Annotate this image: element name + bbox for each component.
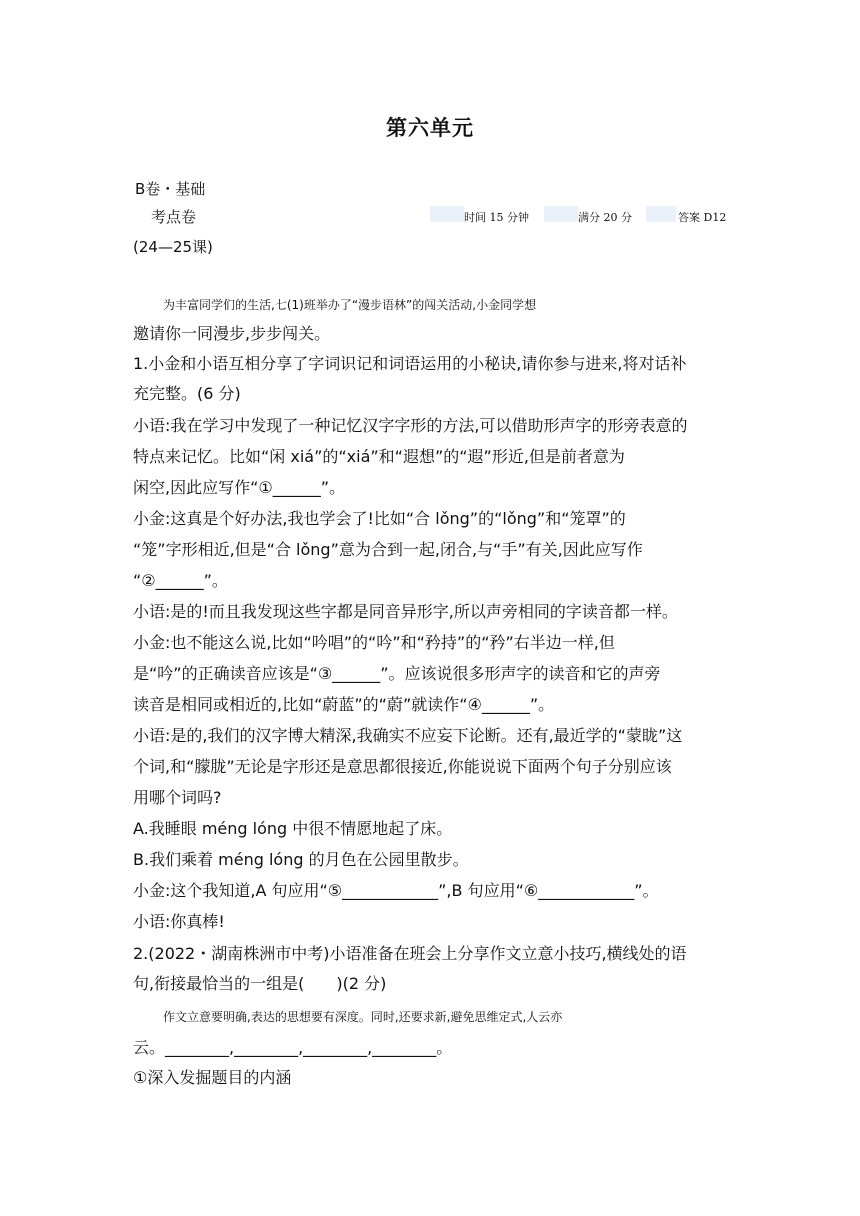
question-2-stem: 2.(2022・湖南株洲市中考)小语准备在班会上分享作文立意小技巧,横线处的语 xyxy=(133,944,687,963)
meta-highlight xyxy=(544,206,578,222)
dialogue-line: “笼”字形相近,但是“合 lǒng”意为合到一起,闭合,与“手”有关,因此应写作 xyxy=(133,540,643,559)
meta-highlight xyxy=(646,206,676,222)
page-title: 第六单元 xyxy=(386,116,474,140)
volume-label: B卷・基础 xyxy=(135,180,206,198)
question-1-stem: 充完整。(6 分) xyxy=(133,384,241,403)
dialogue-line: 用哪个词吗? xyxy=(133,788,222,807)
dialogue-line: 小金:也不能这么说,比如“吟唱”的“吟”和“矜持”的“矜”右半边一样,但 xyxy=(133,633,615,652)
question-2-stem: 句,衔接最恰当的一组是( )(2 分) xyxy=(133,974,387,993)
question-1-stem: 1.小金和小语互相分享了字词识记和词语运用的小秘诀,请你参与进来,将对话补 xyxy=(133,354,687,373)
dialogue-line: 是“吟”的正确读音应该是“③______”。应该说很多形声字的读音和它的声旁 xyxy=(133,664,661,683)
paper-label: 考点卷 xyxy=(151,208,197,226)
sentence-b: B.我们乘着 méng lóng 的月色在公园里散步。 xyxy=(133,850,469,869)
dialogue-line: 读音是相同或相近的,比如“蔚蓝”的“蔚”就读作“④______”。 xyxy=(133,695,555,714)
exam-meta xyxy=(430,206,730,224)
intro-line: 为丰富同学们的生活,七(1)班举办了“漫步语林”的闯关活动,小金同学想 xyxy=(163,298,537,312)
dialogue-line: 小语:你真棒! xyxy=(133,912,225,931)
option-1: ①深入发掘题目的内涵 xyxy=(133,1068,292,1087)
passage-line: 云。________,________,________,________。 xyxy=(133,1038,453,1057)
dialogue-line: “②______”。 xyxy=(133,571,228,590)
time-limit: 时间 15 分钟 xyxy=(464,211,529,224)
dialogue-line: 特点来记忆。比如“闲 xiá”的“xiá”和“遐想”的“遐”形近,但是前者意为 xyxy=(133,447,625,466)
dialogue-line: 小语:是的,我们的汉字博大精深,我确实不应妄下论断。还有,最近学的“蒙眬”这 xyxy=(133,726,683,745)
intro-line: 邀请你一同漫步,步步闯关。 xyxy=(133,324,331,343)
lessons-label: (24—25课) xyxy=(133,238,213,256)
sentence-a: A.我睡眼 méng lóng 中很不情愿地起了床。 xyxy=(133,819,453,838)
dialogue-line: 小金:这真是个好办法,我也学会了!比如“合 lǒng”的“lǒng”和“笼罩”的 xyxy=(133,509,626,528)
passage-line: 作文立意要明确,表达的思想要有深度。同时,还要求新,避免思维定式,人云亦 xyxy=(163,1010,563,1024)
answer-ref: 答案 D12 xyxy=(678,211,727,224)
full-score: 满分 20 分 xyxy=(578,211,632,224)
dialogue-line: 个词,和“朦胧”无论是字形还是意思都很接近,你能说说下面两个句子分别应该 xyxy=(133,757,672,776)
dialogue-line: 闲空,因此应写作“①______”。 xyxy=(133,478,346,497)
meta-highlight xyxy=(430,206,464,222)
dialogue-line: 小金:这个我知道,A 句应用“⑤____________”,B 句应用“⑥____________”。 xyxy=(133,881,659,900)
dialogue-line: 小语:是的!而且我发现这些字都是同音异形字,所以声旁相同的字读音都一样。 xyxy=(133,602,678,621)
dialogue-line: 小语:我在学习中发现了一种记忆汉字字形的方法,可以借助形声字的形旁表意的 xyxy=(133,416,688,435)
